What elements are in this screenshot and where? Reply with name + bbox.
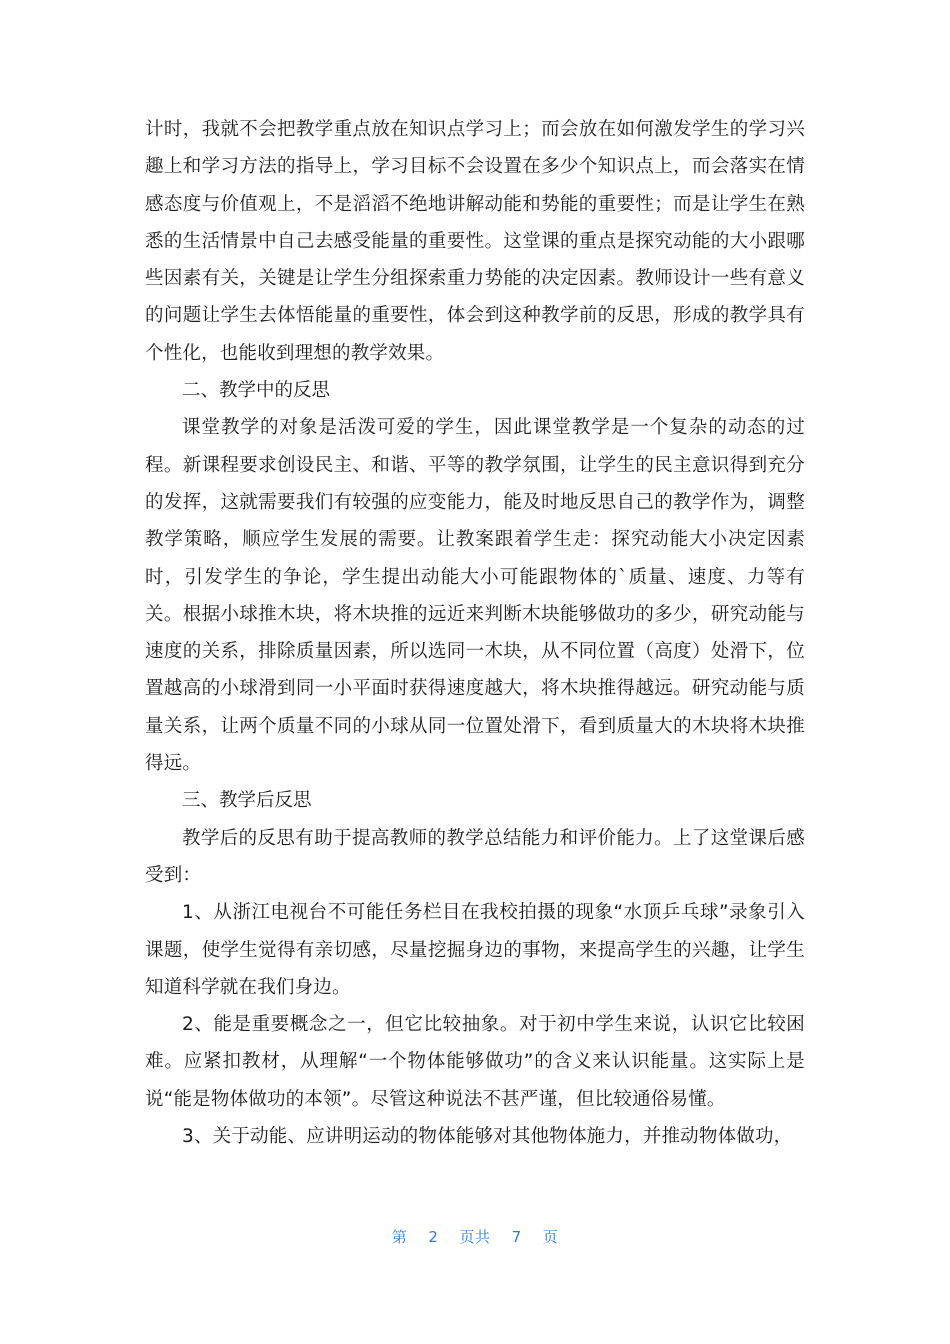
footer-label-end: 页 [542,1228,559,1246]
section-heading-after-teaching: 三、教学后反思 [182,790,312,812]
paragraph-classroom-dynamics: 课堂教学的对象是活泼可爱的学生，因此课堂教学是一个复杂的动态的过程。新课程要求创设民主、和谐、平等的教学氛围，让学生的民主意识得到充分的发挥，这就需要我们有较强的应变能力，能及时地反思自己的教学作为，调整教学策略，顺应学生发展的需要。让教案跟着学生走：探究动能大小决定因素时，引发学生的争论，学生提出动能大小可能跟物体的`质量、速度、力等有关。根据小球推木块，将木块推的远近来判断木块能够做功的多少，研究动能与速度的关系，排除质量因素，所以选同一木块，从不同位置（高度）处滑下，位置越高的小球滑到同一小平面时获得速度越大，将木块推得越远。研究动能与质量关系，让两个质量不同的小球从同一位置处滑下，看到质量大的木块将木块推得远。 [145,417,805,775]
paragraph-continuation: 计时，我就不会把教学重点放在知识点学习上；而会放在如何激发学生的学习兴趣上和学习方法的指导上，学习目标不会设置在多少个知识点上，而会落实在情感态度与价值观上，不是滔滔不绝地讲解动能和势能的重要性；而是让学生在熟悉的生活情景中自己去感受能量的重要性。这堂课的重点是探究动能的大小跟哪些因素有关，关键是让学生分组探索重力势能的决定因素。教师设计一些有意义的问题让学生去体悟能量的重要性，体会到这种教学前的反思，形成的教学具有个性化，也能收到理想的教学效果。 [145,119,805,364]
list-item-2: 2、能是重要概念之一，但它比较抽象。对于初中学生来说，认识它比较困难。应紧扣教材，从理解“一个物体能够做功”的含义来认识能量。这实际上是说“能是物体做功的本领”。尽管这种说法不甚严谨，但比较通俗易懂。 [145,1014,805,1110]
footer-label-of: 页共 [459,1228,491,1246]
page-footer [0,1226,950,1247]
section-heading-during-teaching: 二、教学中的反思 [182,380,331,402]
footer-label-page: 第 [391,1228,408,1246]
footer-current-page: 2 [428,1228,439,1246]
paragraph-after-teaching-intro: 教学后的反思有助于提高教师的教学总结能力和评价能力。上了这堂课后感受到： [145,827,805,886]
list-item-3: 3、关于动能、应讲明运动的物体能够对其他物体施力，并推动物体做功， [182,1126,793,1148]
page-body [145,111,805,1155]
footer-total-pages: 7 [511,1228,522,1246]
list-item-1: 1、从浙江电视台不可能任务栏目在我校拍摄的现象“水顶乒乓球”录象引入课题，使学生觉得有亲切感，尽量挖掘身边的事物，来提高学生的兴趣，让学生知道科学就在我们身边。 [145,902,805,998]
